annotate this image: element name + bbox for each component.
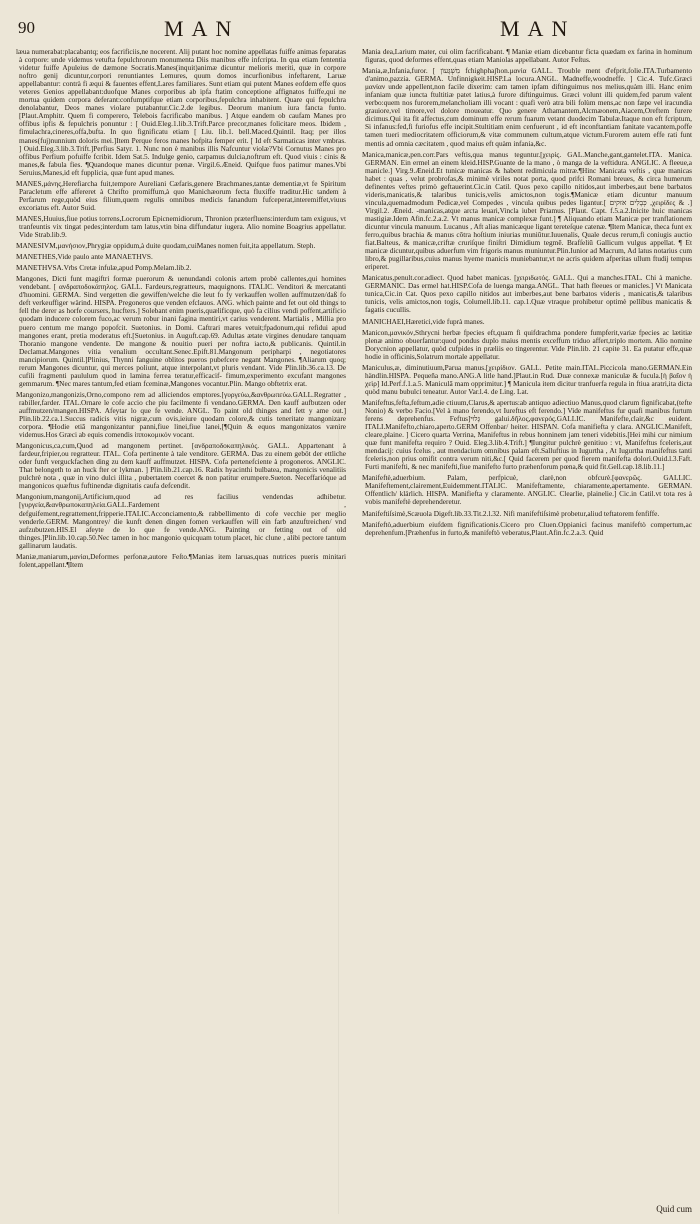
right-column	[362, 48, 692, 1216]
dictionary-entry: Manifeftè,aduerbium. Palam, perfpicuè, clarè,non obfcurè.[φανερῶς. GALLIC. Manifeftement,clairement,Euidemment.ITALIC. Manifeftamente, chiaramente,apertamente. GERMAN. Offentlich/ klärlich. HISPA. Manifiefta y claramente. ANGLIC. Clearlie, plainelie.] Cic.in Catil.vt tota res à vobis manifeftè deprehenderetur.	[362, 473, 692, 507]
catchword: Quid cum	[656, 1204, 692, 1214]
dictionary-entry: MANESIVM,μανήσιον,Phrygiæ oppidum,à duite quodam,cuiManes nomen fuit,ita appellatum. Steph.	[16, 241, 316, 251]
dictionary-entry: Mangonium,mangonij,Artificium,quod ad res facilius vendendas adhibetur. [γυργεία,&ανθρωποκαπηλεία.GALL.Fardement , defguifement,regrattement,fripperie.ITALIC.Acconciamento,& rabbellimento di cofe vecchie per meglio venderle.GERM. Mangontrey/ die kunft denen dingen fomen verkauffen will ein farb anzuftreichen/ vnd aufzubutzen.HIS.El afeyte de lo que fe vende.ANG. Painting or fetting out of old thinges.]Plin.lib.10.cap.50.Nec tamen in hoc mangonio quicquam totum placet, hic clune , alibi pectore tantum gallinarum laudatis.	[16, 492, 346, 550]
running-head-left: MAN	[164, 16, 240, 41]
dictionary-entry: Manifeftus,fefta,feftum,adie ctiuum,Clarus,& apertus:ab antiquo adiectiuo Manus,quod clarum fignificabat,(tefte Nonio) & verbo Facio.[Vel à mano ferendo,vt Iureftus eft ferendo.] Vide manifeftus fur quafi manibus furtum ferens deprehenfus. Feftus]גָּלוּי galui.δῆλος,φανερός.GALLIC. Manifefte,clair,&c euident. ITALI.Manifefto,chiaro,aperto.GERM Offenbar/ heiter. HISPAN. Cofa manifiefta y clara. ANGLIC.Manifeft, cleare,plaine. ] Cicero quarta Verrina, Manifeftus in rebus honninem jam teneri videbitis.[Hei mihi cur nimium quæ funt manifefta requiro ? Ouid. Eleg.3.lib.4.Trift.] ¶Iungitur pulchrè genitiuo : vt, Manifeftus fceleris,aut mendacij: cuius fcelus , aut mendacium omnibus palam eft.Salluftius in Iugurtha , At Iugurtha manifeftus tanti fceleris,non prius omifit contra verum niti,&c.[ Quid facerem per quod fierem manifefta dolori.Ouid.l.3.Faft. Furti manifefti, & nec manifefti,fiue manifefto furto præhenforum pœna,& quid fit.Gell.cap.18.lib.11.]	[362, 397, 692, 472]
dictionary-entry: Manifeftò,aduerbium eiufdem fignificationis.Cicero pro Cluen.Oppianici facinus manifeftò compertum,ac deprehenfum.[Præhenfus in furto,& manifeftò veberatus,Plaut.Afin.fc.2.a.3. Quid	[362, 519, 692, 537]
dictionary-entry: Manifeftiſsimè,Scæuola Digeft.lib.33.Tit.2.l.32. Nifi manifeftiſsimè probetur,aliud teftatorem fenfiffe.	[362, 508, 660, 518]
dictionary-entry: MANICHAEI,Hæretici,vide fuprà manes.	[362, 316, 485, 326]
text-columns	[16, 48, 692, 1216]
page-number: 90	[18, 18, 35, 37]
page-header	[16, 18, 688, 46]
running-head-right: MAN	[500, 16, 576, 41]
dictionary-entry: Mania,æ,Infania,furor. [ מִשְׁגָּעוֹן fchighphaʃhon.μανία GALL. Trouble ment d'efprit,folie.ITA.Turbamento d'animo,pazzia. GERMA. Unfinnigkeit.HISP.La locura.ANGL. Madneffe,woodneffe. ] Cic.4. Tufc.Græci μανίαν unde appellent,non facile dixerim: cam tamen ipfam diftinguimus nos melius,quàm illi. Hanc enim infaniam quæ iuncta ftultitiæ patet latius,à furore diftinguimus. Græci volunt illi quidem,fed parum valent verbo:quem nos furorem,melancholiam illi vocant : quafi verò atra bili folùm mens,ac non fæpe vel iracundia grauiore,vel timore,vel dolore moueatur. Quo genere Athamantem,Alcmæonem,Aiacem,Oreftem furere dicimus.Qui ita fit affectus,cum dominum effe rerum fuarum vetant duodecim Tabulæ.Itaque non eft fcriptum, Si infanus:fed,fi furiofus effe incipit.Stultitiam enim cenfuerunt , id eft inconftantiam fanitate vacantem,poffe tamen tueri mediocritatem officiorum,& vitæ communem cultum,atque victum.Furorem autem effe rati funt mentis ad omnia cæcitatem , quod maius eft quàm infania,&c.	[362, 66, 692, 148]
dictionary-entry: Manica,manicæ,pen.corr.Pars veftis,qua manus teguntur.[χειρίς. GAL.Manche,gant,gantelet.ITA. Manica. GERMAN. Ein ermel an einem kleid.HISP.Guante de la mano , ò manga de la veftidura. ANGLIC. A fleeue,a manicle.] Virg.9.Æneid.Et tunicæ manicas & habent redimicula mitræ.¶Hinc Manicata veftis , quæ manicas habet : quas , velut probrofas,& minimè viriles notat porta, quod prifci Romani breues, & circa humerum definentes veftes primò geftauerint.Cic.in Catil. Quos pexo capillo nitidos,aut imberbes,aut bene barbatos videris,manicatis,& talaribus tunicis,velis amictos,non togis.¶Manicæ etiam dicuntur manuum vincula,quemadmodum Pedicæ,vel Compedes , vincula quibus pedes ligantur.[ כְּבָלִים אזקים ,χειρίδες & .] Virgil.2. Æneid. -manicas,atque arcta leuari,Vincla iubet Priamus. [Plaut. Capt. f.5.a.2.Inicite huic manicas mastigiæ.Idem Afin.fc.2.a.2. Vt manus manicæ complexæ funt.] ¶ Aliquando etiam Manicæ per tranflationem dicuntur vincula manuum. Lucanus , Aft alias manicæque ligant tereteſque catenæ. ¶Item Manicæ, theca funt ex ferro,quibus brachia & manus cōtra hoſtium iniurias muniūtur.Iuuenalis, Quale decus rerum,fi coniugis auctio fiat.Balteus, & manicæ,criftæ cruriſque finiſtri Dimidium tegmē. Brafſeliū Gallicum vulgus appellat. ¶ Et manicæ dicuntur,quibus aduerfum vim frigoris manus muniuntur.Plin.Iunior ad Macrum, Ad latus notarius cum libro,& pugillaribus,cuius manus hyeme manicis muniebantur,vt ne acris quidem afperitas ullum ftudij tempus eriperet.	[362, 149, 692, 272]
dictionary-entry: Mania dea,Larium mater, cui olim facrificabant. ¶ Maniæ etiam dicebantur ficta quædam ex farina in hominum figuras, quod deformes effent,quas etiam Maniolas appellabant. Autor Feſtus.	[362, 48, 692, 65]
dictionary-entry: MANES,μάνης,Herefiarcha fuit,tempore Aureliani Cæfaris,genere Brachmanes,tantæ dementiæ,vt fe Spiritum Paracletum effe affereret à Chrifto promiffum,à quo Manichæorum fecta fluxiffe traditur.Hic tandem à Perfarum rege,quòd eius filium,quem regulis omnibus medicis fanandum fufceperat,interemiffet,viuus excoriatus eft. Autor Suid.	[16, 178, 346, 212]
dictionary-entry: Manicatus,penult.cor.adiect. Quod habet manicas. [χειριδωτός. GALL. Qui a manches.ITAL. Chi à maniche. GERMANIC. Das ermel hat.HISP.Cofa de luenga manga.ANGL. That hath fleeues or manicles.] Vt Manicata tunica,Cic.in Cat. Quos pexo capillo nitidos aut imberbes,aut bene barbatos videris , manicatis,& talaribus tunicis, velis amictos,non togis, Columell.lib.11. cap.1.Quæ vtraque prohibetur optimè pellibus manicatis & fagatis cucullis.	[362, 273, 692, 315]
dictionary-entry: Mangonicus,ca,cum,Quod ad mangonem pertinet. [ανδραποδοκαπηλικός. GALL. Appartenant à fardeur,fripier,ou regratteur. ITAL. Cofa pertinente à tale venditore. GERMA. Das zu einem geböt der ettliche oder funft verguckfachen ding zu dem kauff auffmutzet. HISPA. Cofa pertenefciente à progoneros. ANGLIC. That belongeth to an huck fter or lykman. ] Plin.lib.21.cap.16. Radix hyacinthi bulbatea, mangonicis venalitiis pulchrè nota , quæ in vino dulci illita , pubertatem coercet & non patitur erumpere.Sueton. Neceffarióque ad mangonicos quæftus fuftinendæ dignitatis caufa defcendit.	[16, 441, 346, 491]
dictionary-entry: Maniæ,maniarum,μανίαι,Deformes perfonæ,autore Feſto.¶Manias item laruas,quas nutrices pueris minitari folent,appellant.¶Item	[16, 551, 346, 569]
dictionary-entry: Maniculus,æ, diminutiuum,Parua manus.[χειρίδιον. GALL. Petite main.ITAL.Piccicola mano.GERMAN.Ein händlin.HISPA. Pequeña mano.ANG.A litle hand.]Plaut.in Rud. Duæ connexæ maniculæ & fucula.[ἡ βαῖον ἡ χεὶρ] Id.Perf.f.1.a.5. Maniculā mam opprimitur.] ¶ Manicula item dicitur tranfuerfa regula in ftiua aratri,ita dicta quòd manu bubulci teneatur. Autor Var.l.4. de Ling. Lat.	[362, 362, 692, 396]
dictionary-entry: læua numerabat:placabantq; eos facrificiis,ne nocerent. Alij putant hoc nomine appellatas fuiffe animas feparatas à corpore: unde videmus vetufta fepulchrorum monumenta Diis manibus effe infcripta. In qua etiam fententia videtur fuiffe Apuleius de dæmone Socratis.Manes(inquit)animæ dicuntur melioris meriti, quæ in corpore noftro genij dicuntur,corpori renuntiantes Lemures, quum domos incurfionibus infeftarent, Laruæ appellabantur: contrà fi æqui & fauentes effent,Lares familiares. Sunt etiam qui putent Manes eofdem effe quos veteres Genios appellabant:duofque Manes corporibus ab ipfa ftatim conceptione affignatos fuiffe,qui ne mortua quidem corpora deferant:confumptifque etiam corporibus,fepulchra inhabitent. Quare qui fepulchra denolabantur, Deos manes violare putabantur.Cic.2.de legibus. Deorum manium iura fancta funto. [Plaut.Amphitr. Quem fi comperero, Telebois facrificabo manibus. ] Atque eandem ob caufam Manes pro offibus ipfis & fepulchris ponuntur : [ Ouid.Eleg.1.lib.3.Trift.Parce precor,manes folicitare meos. Ibidem , fimulachra,cineres,offa,bufta. In quo fignificatu etiam [ Liu. lib.1. bell.Maced.Quintil. Itaq; per illos manes(fuj)nunnium doloris mei.]Item Perque feros manes hofpita femper erit. [ Id eft Sarmaticas inter vmbras. ] Ouid.Eleg.3.lib.3.Trift.]Perfius Satyr. 1. Nunc non è manibus illis Nafcuntur violæ?Vbi Cornutus Manes pro offibus Perfium pofuiffe fcribit. Idem Sat.5. Indulge genio, carpamus dulcia,noftrum eft. Quod viuis : cinis & manes,& fabula fies. ¶Quandoque manes dicuntur pœnæ. Virgil.6.Æneid. Quifque fuos patimur manes.Vbi Seruius,Manes,id eft fupplicia, quæ funt apud manes.	[16, 48, 346, 177]
dictionary-entry: MANETHES,Vide paulo ante MANAETHVS.	[16, 252, 153, 262]
left-column	[16, 48, 346, 1216]
dictionary-entry: Mangones, Dicti funt magiftri formæ puerorum & uenundandi colonis artem probè callentes,qui homines vendebant. [ ανδραποδοκάπηλος. GALL. Fardeurs,regratteurs, maquignons. ITALIC. Venditori & mercatanti d'huomini. GERMA. Sind vergetten die gewiffen/welche die leut fo fy verkauffen wollen auffmutzen/daß fo deft verkeuffiger wärind. HISPA. Pregoneros que venden efclauos. ANG. which painte and fet out old things to fell the derer as horfe coursers, hucfters.] Solebant enim pueris,quælificque, quò fa cilius vendi poffent,artificio quodam inducere colorem fuco,ac verum robur inani fagina mentiri,vt carius venderent. Martialis , Millia pro puero centum me mango popofcit. Suetonius. in Domi. Caftrari mares vetuit;fpadonum,qui refidui apud mangones erant, pretia moderatus eft.[Suetonius. in Auguft.cap.69. Adultas ætate virgines denudare tanquam Thoranio mangone vendente. De mangone & nouitio pueri per noftra iacto,& publicanis. Quintil.in Declamat.Mangones vitia venalium occultant.Senec.Epift.81.Mangonum peripharpi , negotiatores mancipiorum. Quintil.]Plinius, Thynni fanguine oblitos pueros pubefcere negant Mangones. ¶Aliarum quoq; rerum Mangones dicuntur, qui merces poliunt, atque interpolant,vt pluris vendant. Vide Plin.lib.36.ca.13. De cufili fragmenti paululum quod in lamina ferrea teratur,efficacif- fimum,experimento excufant mangones gemmarum. ¶Nec mares tantum,fed etiam fceminæ,Mangones vocantur.Plin. Mango obftetrix erat.	[16, 274, 346, 388]
dictionary-entry: MANES,Huuius,fiue potius torrens,Locrorum Epicnemidiorum, Thronion præterfluens:interdum tam exiguus, vt tranfeuntis vix tingat pedes;interdum tam latus,vtin bina diffundatur iugera. Alio nomine Boagrius appellatur. Vide Strab.lib.9.	[16, 213, 346, 240]
dictionary-entry: MANETHVSA.Vrbs Cretæ infulæ,apud Pomp.Melam.lib.2.	[16, 263, 192, 273]
dictionary-entry: Manicon,μανικόν,Sthrycni herbæ fpecies eft,quam fi quifdrachma pondere fumpferit,variæ fpecies ac lætitiæ plenæ animo obuerfantur:quod pondus duplo maius mentis exceffum triduo affert,triplo mortem. Alio nomine Dorycnion appellatur, quòd cufpides in præliis eo tingerentur. Vide Plin.lib. 21 capite 31. Ea putatur effe,quæ hodie in officinis,Solatrum mortale appellatur.	[362, 327, 692, 361]
dictionary-entry: Mangonizo,mangonizis,Orno,compono rem ad alliciendos emptores.[γυργεύω,&ανθρωπεύω.GALL.Regratter , rabiller,farder. ITAL.Ornare le cofe accio che piu facilmente fi vendano.GERMA. Den kauff aufbutzen oder auffmutzen/mangen.HISPA. Afeytar lo que fe vende. ANGL. To paint old thinges and fett y ame out.] Plin.lib.22.ca.1.Succus radicis vitis nigræ,cum ovis,ieiure quodam colore,& cutis teneritate mangonizare corpora. ¶Hodie etiā mangonizantur panni,fiue linei,fiue lanei,[¶Quin & equos mangonizatos vænire videmus.Hos Græci ab equis comendis ἱπποκομικόν vocant.	[16, 389, 346, 440]
